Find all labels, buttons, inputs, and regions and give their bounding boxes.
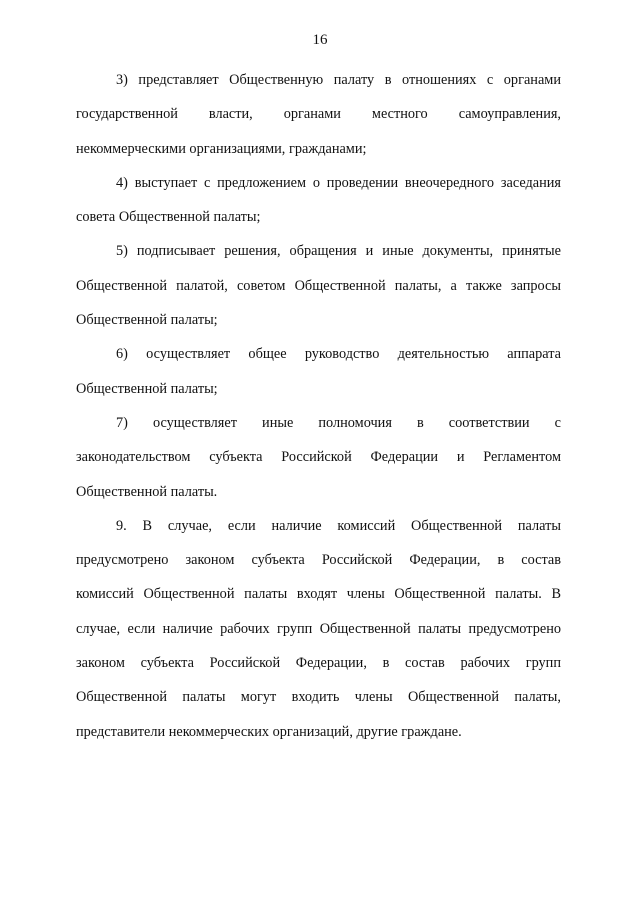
text-line: 9. В случае, если наличие комиссий Общественной палаты [116, 517, 561, 534]
paragraph-item-6 [76, 342, 561, 411]
text-line: Общественной палатой, советом Общественной палаты, а также запросы [76, 277, 561, 294]
text-line: 4) выступает с предложением о проведении внеочередного заседания [116, 174, 561, 191]
paragraph-item-5 [76, 239, 561, 342]
text-line: совета Общественной палаты; [76, 209, 261, 226]
text-line: предусмотрено законом субъекта Российской Федерации, в состав [76, 552, 561, 569]
paragraph-item-7 [76, 411, 561, 514]
text-line: государственной власти, органами местного самоуправления, [76, 106, 561, 123]
text-line: Общественной палаты; [76, 380, 218, 397]
text-line: Общественной палаты могут входить члены Общественной палаты, [76, 689, 561, 706]
text-line: представители некоммерческих организаций, другие граждане. [76, 723, 462, 740]
text-line: случае, если наличие рабочих групп Общественной палаты предусмотрено [76, 620, 561, 637]
paragraph-item-3 [76, 68, 561, 171]
paragraph-section-9 [76, 514, 561, 754]
text-line: некоммерческими организациями, гражданами; [76, 140, 367, 157]
text-line: 3) представляет Общественную палату в отношениях с органами [116, 72, 561, 88]
text-line: 6) осуществляет общее руководство деятельностью аппарата [116, 346, 561, 363]
text-line: законом субъекта Российской Федерации, в состав рабочих групп [76, 655, 561, 672]
page-number: 16 [312, 32, 328, 48]
text-line: 7) осуществляет иные полномочия в соответствии с [116, 414, 561, 431]
text-line: 5) подписывает решения, обращения и иные документы, принятые [116, 243, 561, 260]
document-body [76, 68, 561, 754]
text-line: Общественной палаты; [76, 312, 218, 329]
text-line: Общественной палаты. [76, 483, 218, 500]
text-line: комиссий Общественной палаты входят члены Общественной палаты. В [76, 586, 561, 603]
text-line: законодательством субъекта Российской Федерации и Регламентом [76, 449, 561, 466]
paragraph-item-4 [76, 171, 561, 240]
